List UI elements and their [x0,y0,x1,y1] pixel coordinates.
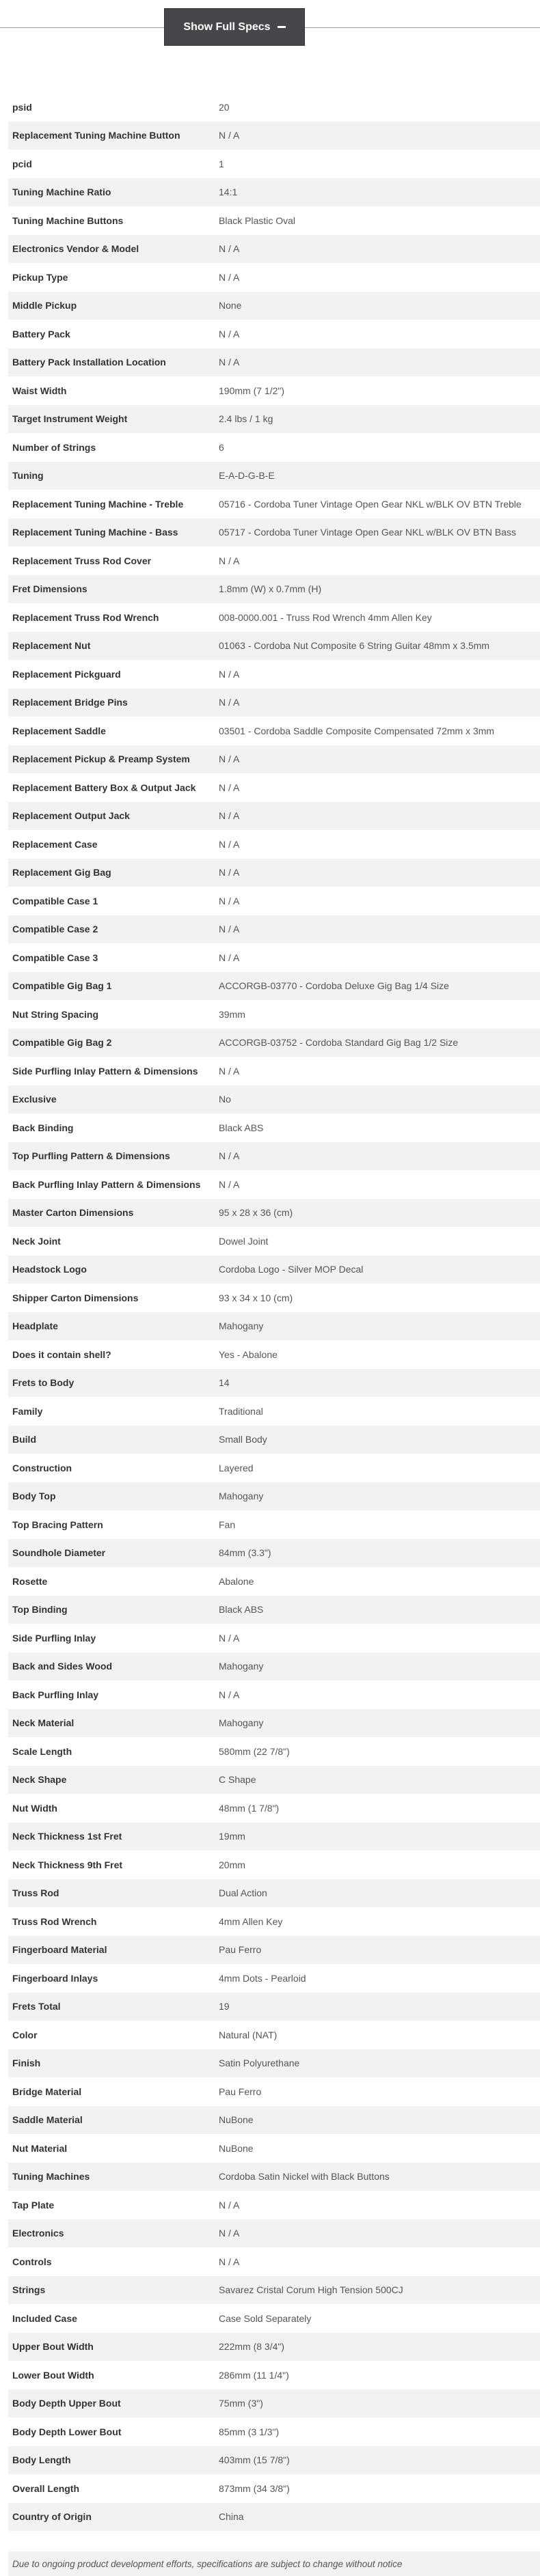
spec-value: N / A [219,328,240,340]
spec-value: 2.4 lbs / 1 kg [219,413,273,425]
spec-row [8,1907,540,1936]
spec-label: Compatible Case 1 [12,895,98,906]
spec-value: N / A [219,810,240,822]
spec-row [8,2304,540,2333]
spec-row [8,2503,540,2532]
spec-value: Natural (NAT) [219,2029,278,2040]
spec-value: 1 [219,158,224,169]
spec-row [8,433,540,462]
spec-value: Satin Polyurethane [219,2058,300,2069]
spec-value: C Shape [219,1774,256,1786]
spec-value: NuBone [219,2142,254,2154]
spec-row [8,1340,540,1369]
spec-row [8,1113,540,1142]
spec-label: Tuning Machine Ratio [12,186,111,198]
spec-label: Exclusive [12,1094,57,1105]
minus-icon [278,26,286,28]
spec-value: Mahogany [219,1491,264,1502]
spec-row [8,93,540,122]
spec-row [8,2418,540,2446]
spec-row [8,2106,540,2135]
spec-label: Truss Rod Wrench [12,1915,97,1927]
spec-row [8,1567,540,1596]
spec-label: Side Purfling Inlay Pattern & Dimensions [12,1065,198,1077]
spec-label: Bridge Material [12,2086,82,2097]
spec-label: Nut Width [12,1802,57,1814]
spec-row [8,235,540,264]
spec-label: Compatible Case 3 [12,952,98,963]
spec-value: N / A [219,895,240,906]
spec-label: Construction [12,1462,72,1473]
spec-value: 580mm (22 7/8") [219,1745,290,1757]
spec-value: N / A [219,2256,240,2267]
spec-label: Neck Thickness 9th Fret [12,1859,123,1870]
spec-label: Headplate [12,1320,58,1332]
spec-value: N / A [219,357,240,368]
spec-row [8,2134,540,2163]
spec-value: N / A [219,243,240,255]
spec-label: Pickup Type [12,271,68,283]
spec-value: N / A [219,1689,240,1700]
spec-label: Finish [12,2058,41,2069]
spec-label: Tuning Machine Buttons [12,214,124,226]
spec-row [8,1737,540,1766]
spec-value: Black Plastic Oval [219,214,296,226]
spec-label: Truss Rod [12,1887,59,1899]
spec-label: Neck Shape [12,1774,67,1786]
spec-value: N / A [219,1150,240,1162]
spec-row [8,1851,540,1879]
spec-value: 48mm (1 7/8") [219,1802,280,1814]
spec-label: Controls [12,2256,52,2267]
spec-label: Rosette [12,1575,48,1587]
spec-value: Traditional [219,1405,263,1417]
spec-value: N / A [219,271,240,283]
spec-value: 190mm (7 1/2") [219,385,285,396]
spec-row [8,178,540,207]
spec-label: Replacement Case [12,838,98,850]
spec-row [8,376,540,405]
spec-label: Replacement Gig Bag [12,867,111,878]
spec-label: Compatible Gig Bag 1 [12,980,112,992]
spec-row [8,2191,540,2219]
spec-value: Pau Ferro [219,2086,262,2097]
spec-value: None [219,300,242,311]
spec-value: 05716 - Cordoba Tuner Vintage Open Gear NKL w/BLK OV BTN Treble [219,498,522,510]
spec-value: 39mm [219,1008,245,1020]
spec-value: Dowel Joint [219,1235,269,1247]
spec-value: 286mm (11 1/4") [219,2369,289,2381]
spec-value: 4mm Allen Key [219,1915,283,1927]
spec-label: Back Binding [12,1122,74,1133]
spec-row [8,150,540,178]
spec-label: Waist Width [12,385,67,396]
spec-row [8,1539,540,1568]
spec-row [8,122,540,150]
spec-label: Replacement Saddle [12,725,106,736]
spec-label: Build [12,1434,36,1445]
spec-row [8,1879,540,1908]
spec-row [8,2247,540,2276]
show-full-specs-label: Show Full Specs [183,20,271,33]
spec-value: 14 [219,1377,230,1389]
spec-label: Frets to Body [12,1377,75,1389]
spec-row [8,1680,540,1709]
spec-value: N / A [219,555,240,566]
spec-row [8,2077,540,2106]
spec-label: pcid [12,158,32,169]
spec-label: Fret Dimensions [12,583,87,595]
spec-row [8,2333,540,2362]
specs-table [8,93,540,2531]
spec-row [8,2049,540,2078]
spec-label: Top Bracing Pattern [12,1519,103,1530]
spec-row [8,1482,540,1511]
spec-label: Body Depth Lower Bout [12,2426,122,2437]
spec-value: Layered [219,1462,254,1473]
spec-label: Family [12,1405,43,1417]
spec-label: Compatible Gig Bag 2 [12,1037,112,1049]
spec-label: Body Depth Upper Bout [12,2398,121,2409]
spec-row [8,1624,540,1652]
spec-row [8,462,540,490]
spec-row [8,1823,540,1851]
spec-value: Small Body [219,1434,267,1445]
spec-row [8,292,540,320]
spec-value: Black ABS [219,1122,264,1133]
spec-value: No [219,1094,231,1105]
spec-value: 222mm (8 3/4") [219,2341,285,2353]
spec-label: Back Purfling Inlay Pattern & Dimensions [12,1178,201,1190]
spec-row [8,972,540,1001]
spec-row [8,859,540,887]
spec-row [8,1454,540,1482]
spec-label: Neck Joint [12,1235,61,1247]
spec-value: 873mm (34 3/8") [219,2482,290,2494]
spec-value: 19 [219,2001,230,2012]
spec-value: 75mm (3") [219,2398,263,2409]
spec-row [8,1596,540,1624]
spec-value: Mahogany [219,1661,264,1672]
spec-row [8,546,540,575]
spec-label: Back and Sides Wood [12,1661,112,1672]
spec-label: Electronics Vendor & Model [12,243,139,255]
spec-row [8,206,540,235]
spec-row [8,689,540,717]
spec-value: N / A [219,130,240,141]
spec-label: Battery Pack Installation Location [12,357,166,368]
spec-value: 85mm (3 1/3") [219,2426,280,2437]
spec-value: 403mm (15 7/8") [219,2454,290,2466]
spec-row [8,2021,540,2049]
spec-label: Replacement Tuning Machine - Bass [12,527,178,538]
spec-value: China [219,2511,244,2523]
spec-row [8,2474,540,2503]
spec-label: Battery Pack [12,328,70,340]
spec-label: Replacement Truss Rod Wrench [12,611,159,623]
spec-row [8,2446,540,2475]
spec-row [8,1227,540,1256]
spec-disclaimer: Due to ongoing product development efforts, specifications are subject to change without notice [8,2551,540,2576]
spec-row [8,2219,540,2248]
spec-row [8,2390,540,2418]
spec-row [8,1766,540,1795]
spec-value: N / A [219,1178,240,1190]
spec-label: Tuning Machines [12,2171,90,2183]
spec-label: Body Length [12,2454,71,2466]
spec-value: 20mm [219,1859,245,1870]
spec-label: Replacement Output Jack [12,810,130,822]
spec-row [8,1057,540,1085]
spec-label: Included Case [12,2312,77,2324]
spec-row [8,1256,540,1284]
spec-label: Top Binding [12,1604,68,1616]
spec-label: Country of Origin [12,2511,92,2523]
spec-row [8,263,540,292]
spec-row [8,1199,540,1228]
spec-value: Mahogany [219,1320,264,1332]
spec-value: Cordoba Logo - Silver MOP Decal [219,1264,364,1275]
spec-value: E-A-D-G-B-E [219,470,275,482]
spec-label: Shipper Carton Dimensions [12,1292,139,1303]
spec-row [8,802,540,831]
spec-row [8,1993,540,2021]
spec-row [8,1652,540,1681]
spec-row [8,1029,540,1057]
spec-label: Compatible Case 2 [12,924,98,935]
spec-label: Soundhole Diameter [12,1547,106,1559]
spec-label: Replacement Bridge Pins [12,697,128,708]
spec-row [8,1284,540,1312]
spec-value: Black ABS [219,1604,264,1616]
spec-label: Nut String Spacing [12,1008,98,1020]
spec-row [8,1312,540,1341]
spec-row [8,1142,540,1171]
spec-value: N / A [219,924,240,935]
spec-row [8,405,540,434]
spec-value: N / A [219,2199,240,2211]
spec-value: N / A [219,697,240,708]
spec-label: Body Top [12,1491,56,1502]
spec-label: Scale Length [12,1745,72,1757]
spec-label: Overall Length [12,2482,80,2494]
spec-label: Strings [12,2284,46,2296]
spec-row [8,575,540,604]
specs-toggle-bar [0,0,540,49]
spec-row [8,1085,540,1114]
spec-label: Tap Plate [12,2199,55,2211]
spec-label: Neck Thickness 1st Fret [12,1831,122,1842]
spec-label: Target Instrument Weight [12,413,128,425]
spec-label: Saddle Material [12,2114,83,2126]
spec-value: Fan [219,1519,236,1530]
spec-label: Master Carton Dimensions [12,1207,134,1219]
spec-label: Fingerboard Inlays [12,1972,98,1984]
spec-value: N / A [219,781,240,793]
spec-row [8,717,540,745]
spec-value: N / A [219,668,240,680]
spec-value: Yes - Abalone [219,1348,278,1360]
spec-value: 6 [219,441,224,453]
spec-label: Back Purfling Inlay [12,1689,99,1700]
spec-value: Pau Ferro [219,1944,262,1956]
spec-label: Neck Material [12,1717,75,1729]
spec-label: Replacement Tuning Machine Button [12,130,180,141]
spec-label: Top Purfling Pattern & Dimensions [12,1150,170,1162]
spec-value: ACCORGB-03770 - Cordoba Deluxe Gig Bag 1/4 Size [219,980,449,992]
spec-value: Case Sold Separately [219,2312,312,2324]
spec-value: 01063 - Cordoba Nut Composite 6 String Guitar 48mm x 3.5mm [219,640,490,652]
spec-row [8,660,540,689]
spec-row [8,1709,540,1738]
spec-label: Does it contain shell? [12,1348,111,1360]
spec-label: Lower Bout Width [12,2369,94,2381]
spec-label: Number of Strings [12,441,96,453]
spec-label: Replacement Pickup & Preamp System [12,753,190,765]
spec-row [8,2276,540,2305]
spec-value: Savarez Cristal Corum High Tension 500CJ [219,2284,403,2296]
spec-value: ACCORGB-03752 - Cordoba Standard Gig Bag 1/2 Size [219,1037,459,1049]
spec-value: 93 x 34 x 10 (cm) [219,1292,293,1303]
spec-row [8,1794,540,1823]
show-full-specs-button[interactable] [164,8,305,46]
spec-row [8,348,540,377]
spec-row [8,887,540,915]
spec-value: 84mm (3.3") [219,1547,271,1559]
spec-value: N / A [219,952,240,963]
spec-row [8,603,540,632]
spec-label: Headstock Logo [12,1264,87,1275]
spec-row [8,320,540,348]
spec-label: Replacement Pickguard [12,668,121,680]
spec-value: Abalone [219,1575,254,1587]
spec-value: 19mm [219,1831,245,1842]
spec-label: Middle Pickup [12,300,77,311]
spec-value: Mahogany [219,1717,264,1729]
spec-value: 1.8mm (W) x 0.7mm (H) [219,583,322,595]
spec-row [8,632,540,661]
spec-label: Replacement Tuning Machine - Treble [12,498,184,510]
spec-label: Replacement Truss Rod Cover [12,555,152,566]
spec-row [8,1000,540,1029]
spec-label: Replacement Battery Box & Output Jack [12,781,196,793]
spec-value: N / A [219,2228,240,2239]
spec-label: Tuning [12,470,44,482]
spec-value: N / A [219,867,240,878]
spec-row [8,1964,540,1993]
spec-label: Side Purfling Inlay [12,1632,96,1644]
spec-label: Nut Material [12,2142,68,2154]
spec-row [8,1426,540,1454]
spec-value: N / A [219,1632,240,1644]
spec-label: Replacement Nut [12,640,91,652]
spec-row [8,830,540,859]
spec-value: 05717 - Cordoba Tuner Vintage Open Gear NKL w/BLK OV BTN Bass [219,527,517,538]
spec-row [8,773,540,802]
spec-row [8,745,540,774]
spec-label: Fingerboard Material [12,1944,107,1956]
spec-row [8,490,540,518]
spec-row [8,943,540,972]
spec-value: N / A [219,753,240,765]
spec-value: N / A [219,1065,240,1077]
spec-value: 008-0000.001 - Truss Rod Wrench 4mm Allen Key [219,611,432,623]
spec-row [8,518,540,547]
spec-label: Frets Total [12,2001,61,2012]
spec-value: N / A [219,838,240,850]
spec-value: 95 x 28 x 36 (cm) [219,1207,293,1219]
spec-value: NuBone [219,2114,254,2126]
spec-value: Cordoba Satin Nickel with Black Buttons [219,2171,390,2183]
spec-row [8,1170,540,1199]
spec-label: Color [12,2029,38,2040]
spec-value: 4mm Dots - Pearloid [219,1972,306,1984]
spec-label: psid [12,101,32,113]
spec-row [8,1510,540,1539]
spec-value: 14:1 [219,186,238,198]
spec-row [8,2361,540,2390]
spec-row [8,1369,540,1398]
spec-value: 20 [219,101,230,113]
spec-row [8,915,540,944]
spec-label: Electronics [12,2228,64,2239]
spec-value: 03501 - Cordoba Saddle Composite Compensated 72mm x 3mm [219,725,495,736]
spec-row [8,1936,540,1965]
spec-label: Upper Bout Width [12,2341,94,2353]
spec-row [8,2163,540,2191]
spec-value: Dual Action [219,1887,267,1899]
spec-row [8,1397,540,1426]
